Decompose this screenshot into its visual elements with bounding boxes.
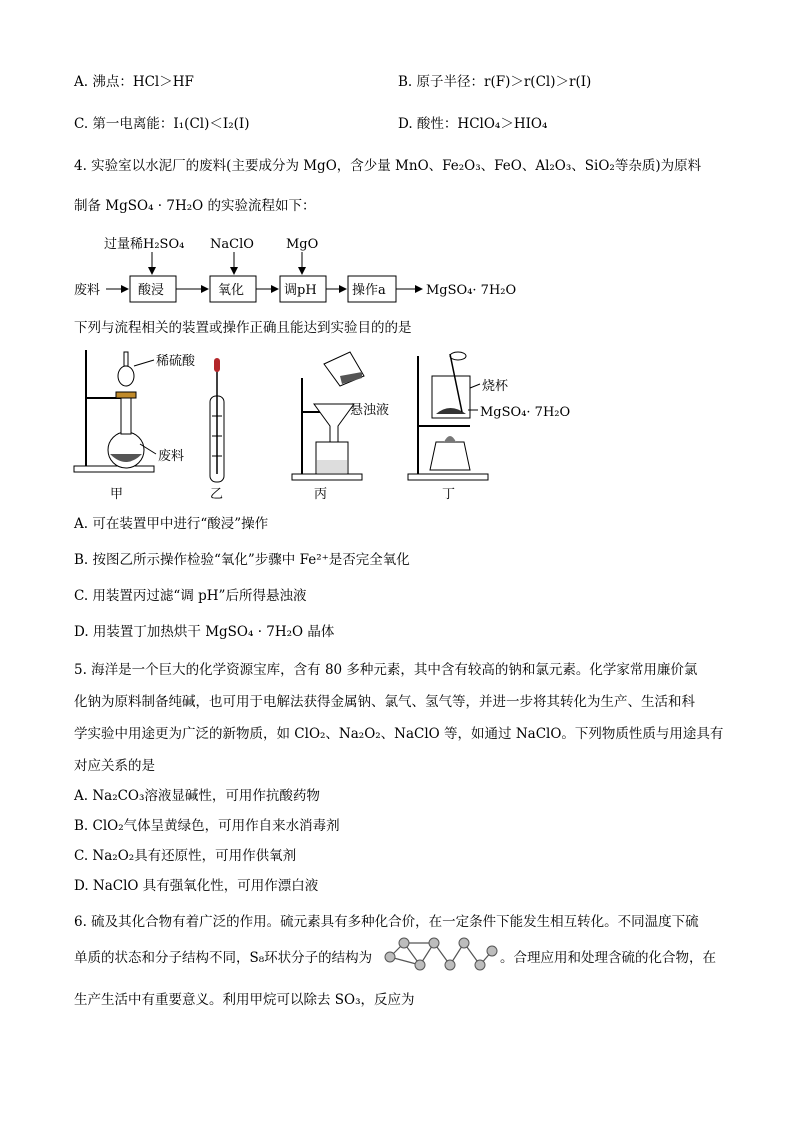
q5-stem-line2: 化钠为原料制备纯碱，也可用于电解法获得金属钠、氯气、氢气等，并进一步将其转化为生产、生活和科 — [74, 694, 695, 710]
q6-stem-line1: 6. 硫及其化合物有着广泛的作用。硫元素具有多种化合价，在一定条件下能发生相互转化。不同温度下硫 — [74, 914, 699, 930]
q3-option-b[interactable]: B. 原子半径：r(F)＞r(Cl)＞r(I) — [398, 74, 592, 90]
flow-step-1: 酸浸 — [138, 283, 165, 298]
reagent-mgo: MgO — [286, 237, 319, 252]
q5-option-a[interactable]: A. Na₂CO₃溶液显碱性，可用作抗酸药物 — [74, 788, 320, 804]
apparatus-yi — [210, 358, 224, 502]
q5-stem-line3: 学实验中用途更为广泛的新物质，如 ClO₂、Na₂O₂、NaClO 等，如通过 NaClO。下列物质性质与用途具有 — [74, 726, 724, 742]
q4-option-a[interactable]: A. 可在装置甲中进行“酸浸”操作 — [74, 516, 269, 532]
q5-stem-line1: 5. 海洋是一个巨大的化学资源宝库，含有 80 多种元素，其中含有较高的钠和氯元素。化学家常用廉价氯 — [74, 662, 698, 678]
q3-option-d[interactable]: D. 酸性：HClO₄＞HIO₄ — [398, 116, 548, 132]
label-bing: 丙 — [314, 487, 328, 502]
label-suspension: 悬浊液 — [350, 403, 390, 418]
label-yi: 乙 — [210, 487, 224, 502]
apparatus-jia — [74, 350, 196, 502]
q3-option-a[interactable]: A. 沸点：HCl＞HF — [74, 74, 194, 90]
label-ding: 丁 — [442, 487, 456, 502]
q4-stem-line2: 制备 MgSO₄ · 7H₂O 的实验流程如下： — [74, 198, 316, 214]
label-waste: 废料 — [158, 449, 185, 464]
flow-step-4: 操作a — [352, 283, 386, 298]
label-mgso4-crystal: MgSO₄· 7H₂O — [480, 405, 571, 420]
flow-step-2: 氧化 — [218, 283, 245, 298]
apparatus-ding — [408, 352, 570, 502]
q6-stem-line2a: 单质的状态和分子结构不同，S₈环状分子的结构为 — [74, 950, 373, 966]
reagent-naclo: NaClO — [210, 237, 254, 252]
q5-option-c[interactable]: C. Na₂O₂具有还原性，可用作供氧剂 — [74, 848, 297, 864]
flow-step-3: 调pH — [284, 283, 317, 298]
q4-question: 下列与流程相关的装置或操作正确且能达到实验目的的是 — [74, 320, 412, 336]
q4-stem-line1: 4. 实验室以水泥厂的废料(主要成分为 MgO，含少量 MnO、Fe₂O₃、FeO、Al₂O₃、SiO₂等杂质)为原料 — [74, 158, 702, 174]
process-flowchart — [74, 232, 534, 304]
q6-stem-line2b: 。合理应用和处理含硫的化合物，在 — [500, 950, 716, 966]
flow-product: MgSO₄· 7H₂O — [426, 283, 517, 298]
label-dilute-sulfuric-acid: 稀硫酸 — [156, 354, 196, 369]
q4-option-b[interactable]: B. 按图乙所示操作检验“氧化”步骤中 Fe²⁺是否完全氧化 — [74, 552, 410, 568]
apparatus-figure — [70, 346, 610, 506]
q6-stem-line3: 生产生活中有重要意义。利用甲烷可以除去 SO₃，反应为 — [74, 992, 415, 1008]
q4-option-c[interactable]: C. 用装置丙过滤“调 pH”后所得悬浊液 — [74, 588, 307, 604]
s8-ring-structure — [382, 935, 498, 975]
apparatus-bing — [292, 352, 389, 502]
q5-option-d[interactable]: D. NaClO 具有强氧化性，可用作漂白液 — [74, 878, 319, 894]
flow-start: 废料 — [74, 283, 101, 298]
label-beaker: 烧杯 — [482, 379, 509, 394]
q5-stem-line4: 对应关系的是 — [74, 758, 155, 774]
label-jia: 甲 — [110, 487, 124, 502]
q5-option-b[interactable]: B. ClO₂气体呈黄绿色，可用作自来水消毒剂 — [74, 818, 340, 834]
reagent-h2so4: 过量稀H₂SO₄ — [104, 237, 185, 252]
q4-option-d[interactable]: D. 用装置丁加热烘干 MgSO₄ · 7H₂O 晶体 — [74, 624, 335, 640]
q3-option-c[interactable]: C. 第一电离能：I₁(Cl)＜I₂(I) — [74, 116, 250, 132]
